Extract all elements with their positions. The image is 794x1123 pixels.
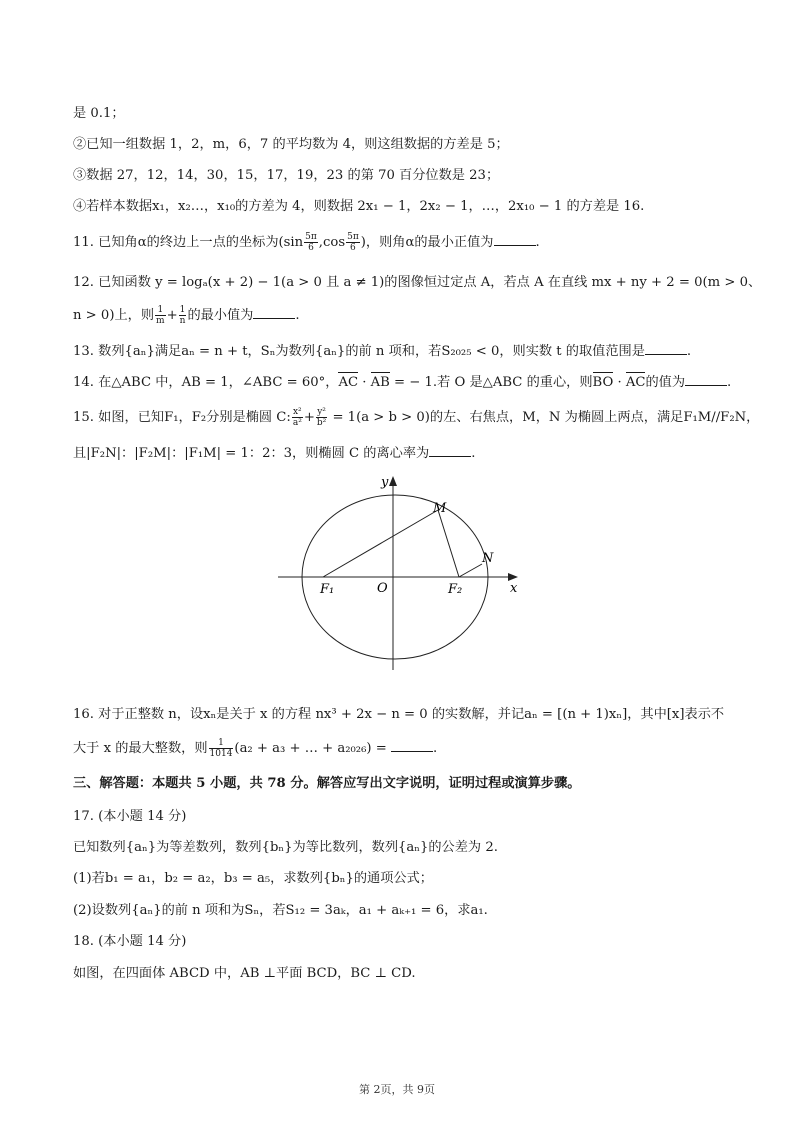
text-line: 且|F₂N|：|F₂M|：|F₁M| = 1：2：3，则椭圆 C 的离心率为 .	[73, 446, 476, 461]
fraction: $\frac{1}{m}$	[156, 305, 165, 326]
label-f2: F₂	[448, 582, 463, 597]
label-m: M	[433, 501, 447, 516]
answer-blank	[429, 444, 471, 457]
text-line: 已知数列{aₙ}为等差数列，数列{bₙ}为等比数列，数列{aₙ}的公差为 2.	[73, 840, 498, 855]
vector: BO	[593, 373, 614, 393]
answer-blank	[645, 342, 687, 355]
text-line: ③数据 27，12，14，30，15，17，19，23 的第 70 百分位数是 23；	[73, 168, 500, 183]
question-14: 14. 在△ABC 中，AB = 1，∠ABC = 60°，AC · AB = − 1.若 O 是△ABC 的重心，则BO · AC的值为 .	[73, 373, 734, 393]
segment-f2n	[459, 564, 482, 577]
fraction: $\frac{5\pi}{6}$	[305, 232, 317, 253]
text-line: 是 0.1；	[73, 106, 125, 121]
text-line: ④若样本数据x₁，x₂…，x₁₀的方差为 4，则数据 2x₁ − 1，2x₂ − 1，…，2x₁₀ − 1 的方差是 16.	[73, 199, 645, 214]
question-18-title: 18. (本小题 14 分)	[73, 934, 187, 949]
label-n: N	[482, 551, 494, 566]
text-line: (1)若b₁ = a₁，b₂ = a₂，b₃ = a₅，求数列{bₙ}的通项公式；	[73, 871, 433, 886]
y-axis-arrow	[389, 476, 397, 486]
label-origin: O	[377, 581, 388, 596]
label-x: x	[510, 581, 518, 596]
fraction: $\frac{1}{1014}$	[209, 738, 233, 759]
fraction: $\frac{\text{x²}}{\text{a²}}$	[292, 407, 302, 428]
x-axis-arrow	[508, 573, 518, 581]
question-11: 11. 已知角α的终边上一点的坐标为(sin $\frac{5\pi}{6}$ ,cos $\frac{5\pi}{6}$ )，则角α的最小正值为 .	[73, 232, 540, 253]
text-line: ②已知一组数据 1，2，m，6，7 的平均数为 4，则这组数据的方差是 5；	[73, 137, 509, 152]
label-f1: F₁	[320, 582, 335, 597]
question-15: 15. 如图，已知F₁，F₂分别是椭圆 C: $\frac{\text{x²}}{\text{a²}}$ + $\frac{\text{y²}}{\text{b²}}$ = 1(a > b > 0)的左、右焦点，M，N 为椭圆上两点，满足F₁M//F₂N，	[73, 407, 760, 428]
question-12: 12. 已知函数 y = logₐ(x + 2) − 1(a > 0 且 a ≠ 1)的图像恒过定点 A，若点 A 在直线 mx + ny + 2 = 0(m > 0、	[73, 275, 762, 290]
text-line: 如图，在四面体 ABCD 中，AB ⊥平面 BCD，BC ⊥ CD.	[73, 966, 416, 981]
segment-f1m	[323, 510, 438, 577]
text-line: (2)设数列{aₙ}的前 n 项和为Sₙ，若S₁₂ = 3aₖ，a₁ + aₖ₊₁ = 6，求a₁.	[73, 903, 488, 918]
vector: AC	[626, 373, 646, 393]
fraction: $\frac{1}{n}$	[179, 305, 186, 326]
question-13: 13. 数列{aₙ}满足aₙ = n + t，Sₙ为数列{aₙ}的前 n 项和，若S₂₀₂₅ < 0，则实数 t 的取值范围是 .	[73, 344, 692, 359]
vector: AB	[371, 373, 390, 393]
label-y: y	[381, 475, 389, 490]
vector: AC	[338, 373, 358, 393]
fraction: $\frac{5\pi}{6}$	[347, 232, 359, 253]
ellipse-figure	[278, 470, 528, 675]
page-footer: 第 2页，共 9页	[359, 1083, 435, 1096]
section-heading: 三、解答题：本题共 5 小题，共 78 分。解答应写出文字说明，证明过程或演算步骤。	[73, 776, 581, 791]
answer-blank	[391, 739, 433, 752]
text-line: 大于 x 的最大整数，则 $\frac{1}{1014}$ (a₂ + a₃ + … + a₂₀₂₆) = .	[73, 738, 438, 759]
question-16: 16. 对于正整数 n，设xₙ是关于 x 的方程 nx³ + 2x − n = 0 的实数解，并记aₙ = [(n + 1)xₙ]，其中[x]表示不	[73, 707, 725, 722]
answer-blank	[253, 306, 295, 319]
answer-blank	[494, 233, 536, 246]
segment-mf2	[438, 510, 459, 577]
fraction: $\frac{\text{y²}}{\text{b²}}$	[316, 407, 327, 428]
answer-blank	[685, 373, 727, 386]
text-line: n > 0)上，则 $\frac{1}{m}$ + $\frac{1}{n}$ 的最小值为 .	[73, 305, 300, 326]
question-17-title: 17. (本小题 14 分)	[73, 809, 187, 824]
